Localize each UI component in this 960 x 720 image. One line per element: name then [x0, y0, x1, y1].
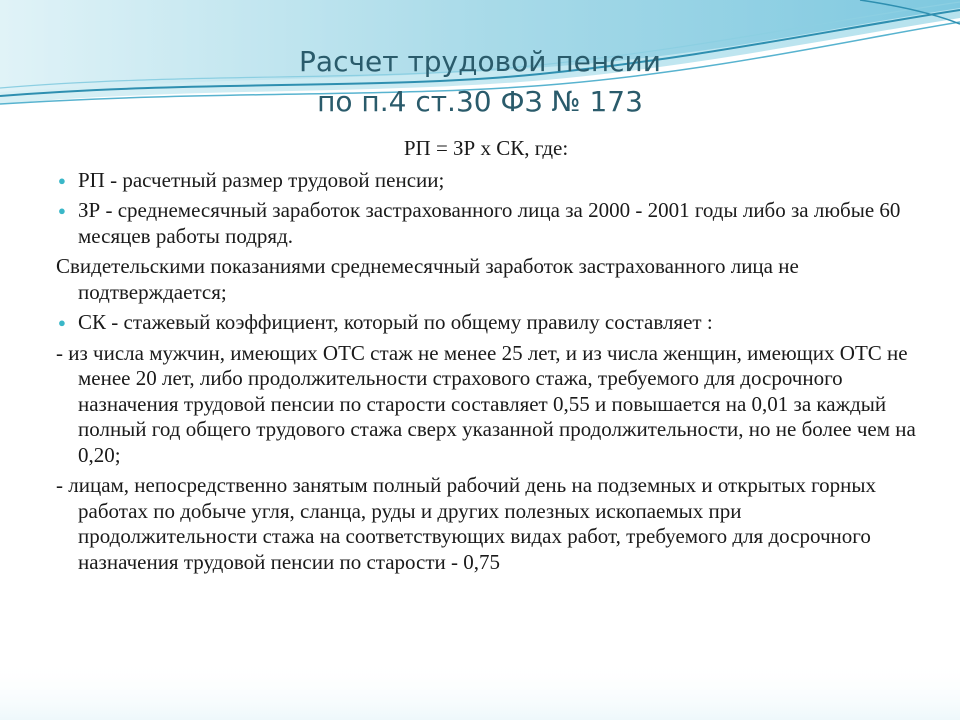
paragraph-text: ЗР - среднемесячный заработок застрахованного лица за 2000 - 2001 годы либо за любые 60 месяцев работы подряд. — [78, 198, 901, 248]
paragraph-miners: - лицам, непосредственно занятым полный рабочий день на подземных и открытых горных работах по добыче угля, сланца, руды и других полезных ископаемых при продолжительности стажа на соответствующих видах работ, требуемого для досрочного назначения трудовой пенсии по старости - 0,75 — [56, 473, 877, 574]
paragraph-zr — [56, 198, 916, 249]
slide-title — [120, 42, 840, 122]
bullet-dot-icon: ● — [58, 315, 66, 330]
title-line-2: по п.4 ст.30 ФЗ № 173 — [317, 85, 643, 118]
paragraph-rp — [56, 168, 916, 194]
title-line-1: Расчет трудовой пенсии — [299, 45, 661, 78]
footer-gradient-decoration — [0, 660, 960, 720]
paragraph-sk — [56, 310, 916, 336]
bullet-dot-icon: ● — [58, 172, 66, 188]
formula-line: РП = ЗР х СК, где: — [403, 136, 569, 160]
slide-body — [56, 136, 916, 580]
paragraph-witness: Свидетельскими показаниями среднемесячный заработок застрахованного лица не подтверждается; — [56, 254, 799, 304]
paragraph-men-women: - из числа мужчин, имеющих ОТС стаж не менее 25 лет, и из числа женщин, имеющих ОТС не менее 20 лет, либо продолжительности страхового стажа, требуемого для досрочного назначения трудовой пенсии по старости составляет 0,55 и повышается на 0,01 за каждый полный год общего трудового стажа сверх указанной продолжительности, но не более чем на 0,20; — [56, 340, 916, 467]
paragraph-text: РП - расчетный размер трудовой пенсии; — [78, 167, 445, 192]
paragraph-text: СК - стажевый коэффициент, который по общему правилу составляет : — [78, 310, 713, 334]
bullet-dot-icon: ● — [58, 203, 66, 218]
